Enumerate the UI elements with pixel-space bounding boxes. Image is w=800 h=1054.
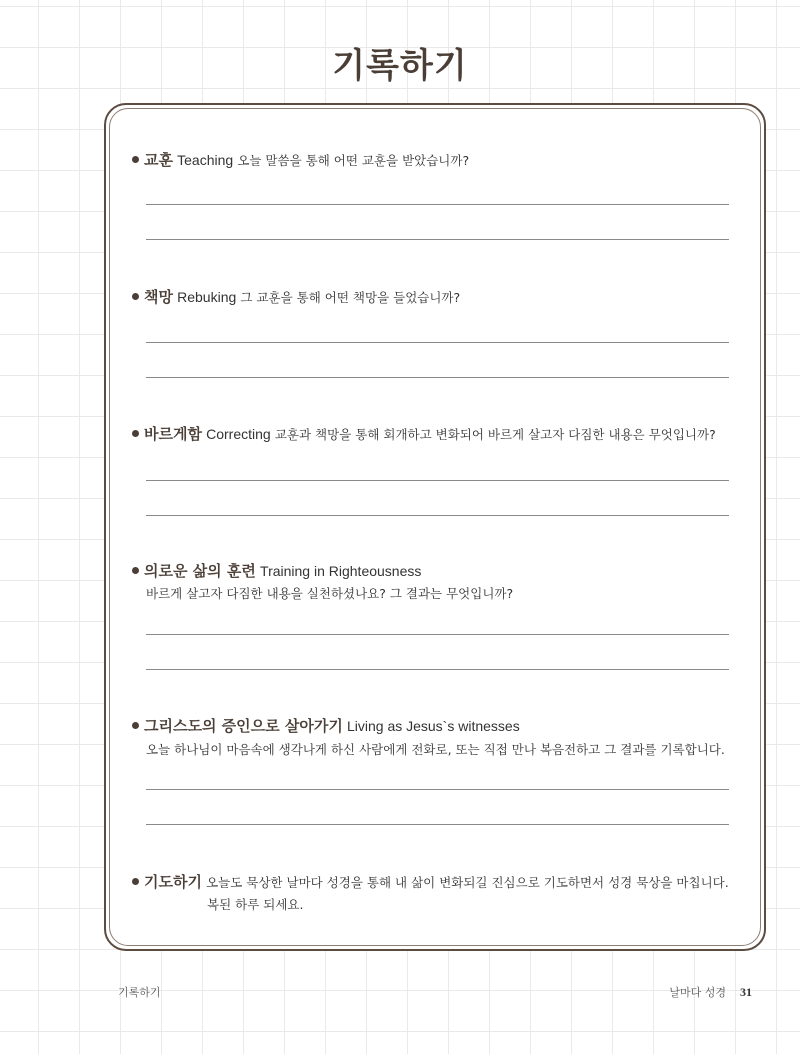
answer-line[interactable]: [146, 515, 729, 516]
question-teaching: [132, 149, 469, 170]
heading-en: Correcting: [206, 426, 271, 442]
heading-ko: 교훈: [144, 151, 173, 169]
question-prayer: [132, 871, 729, 892]
answer-line[interactable]: [146, 239, 729, 240]
footer-right: [669, 984, 752, 1000]
answer-line[interactable]: [146, 342, 729, 343]
question-correcting: [132, 423, 716, 444]
prompt: 오늘 하나님이 마음속에 생각나게 하신 사람에게 전화로, 또는 직접 만나 복음전하고 그 결과를 기록합니다.: [146, 742, 725, 757]
answer-line[interactable]: [146, 669, 729, 670]
frame-inner-border: [109, 108, 761, 946]
answer-line[interactable]: [146, 634, 729, 635]
footer-section-label: 기록하기: [118, 986, 161, 999]
question-rebuking: [132, 286, 460, 307]
prompt: 오늘 말씀을 통해 어떤 교훈을 받았습니까?: [237, 153, 470, 168]
question-training: [132, 560, 421, 581]
heading-ko: 의로운 삶의 훈련: [144, 562, 256, 580]
prompt: 오늘도 묵상한 날마다 성경을 통해 내 삶이 변화되길 진심으로 기도하면서 성경 묵상을 마칩니다.: [206, 875, 729, 890]
bullet-icon: [132, 156, 139, 163]
journal-frame: [104, 103, 766, 951]
bullet-icon: [132, 878, 139, 885]
heading-ko: 책망: [144, 288, 173, 306]
prompt: 바르게 살고자 다짐한 내용을 실천하셨나요? 그 결과는 무엇입니까?: [146, 586, 514, 601]
heading-en: Living as Jesus`s witnesses: [346, 718, 520, 734]
bullet-icon: [132, 293, 139, 300]
page-number: 31: [740, 985, 752, 999]
heading-ko: 바르게함: [144, 425, 202, 443]
bullet-icon: [132, 430, 139, 437]
prompt-line-2: 복된 하루 되세요.: [207, 897, 304, 912]
question-witnesses: [132, 715, 520, 736]
bullet-icon: [132, 567, 139, 574]
answer-line[interactable]: [146, 204, 729, 205]
footer-book-title: 날마다 성경: [669, 986, 726, 999]
answer-line[interactable]: [146, 824, 729, 825]
prompt: 그 교훈을 통해 어떤 책망을 들었습니까?: [240, 290, 461, 305]
answer-line[interactable]: [146, 480, 729, 481]
heading-en: Training in Righteousness: [260, 563, 422, 579]
prompt: 교훈과 책망을 통해 회개하고 변화되어 바르게 살고자 다짐한 내용은 무엇입니까?: [274, 427, 716, 442]
answer-line[interactable]: [146, 377, 729, 378]
answer-line[interactable]: [146, 789, 729, 790]
page-title: 기록하기: [332, 46, 468, 86]
heading-en: Rebuking: [177, 289, 237, 305]
heading-ko: 그리스도의 증인으로 살아가기: [144, 717, 343, 735]
heading-ko: 기도하기: [144, 873, 202, 891]
bullet-icon: [132, 722, 139, 729]
heading-en: Teaching: [177, 152, 234, 168]
